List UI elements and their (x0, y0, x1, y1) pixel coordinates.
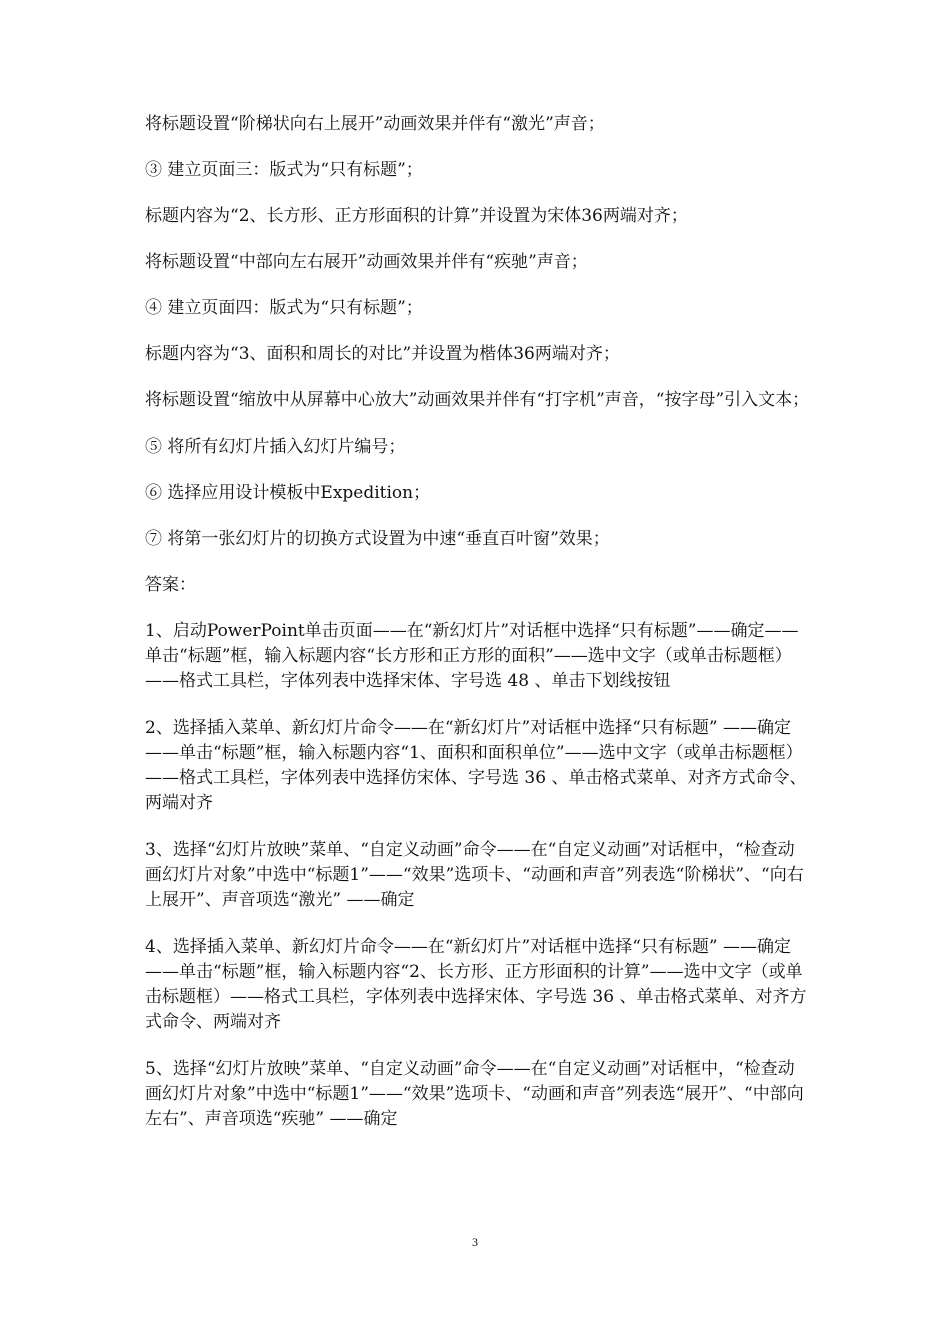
step-5: ⑤ 将所有幻灯片插入幻灯片编号； (145, 437, 406, 457)
step-6: ⑥ 选择应用设计模板中Expedition； (145, 483, 431, 503)
paragraph: 将标题设置“中部向左右展开”动画效果并伴有“疾驰”声音； (145, 252, 588, 272)
answer-heading: 答案： (145, 575, 196, 595)
page-number: 3 (472, 1235, 478, 1249)
paragraph: 将标题设置“阶梯状向右上展开”动画效果并伴有“激光”声音； (145, 114, 605, 134)
answer-5: 5、选择“幻灯片放映”菜单、“自定义动画”命令——在“自定义动画”对话框中，“检查动画幻灯片对象”中选中“标题1”——“效果”选项卡、“动画和声音”列表选“展开”、“中部向左右”、声音项选“疾驰” ——确定 (145, 1059, 804, 1129)
paragraph: 将标题设置“缩放中从屏幕中心放大”动画效果并伴有“打字机”声音，“按字母”引入文本； (145, 390, 810, 410)
answer-3: 3、选择“幻灯片放映”菜单、“自定义动画”命令——在“自定义动画”对话框中，“检查动画幻灯片对象”中选中“标题1”——“效果”选项卡、“动画和声音”列表选“阶梯状”、“向右上展开”、声音项选“激光” ——确定 (145, 840, 804, 910)
answer-1: 1、启动PowerPoint单击页面——在“新幻灯片”对话框中选择“只有标题”——确定——单击“标题”框，输入标题内容“长方形和正方形的面积”——选中文字（或单击标题框）——格式工具栏，字体列表中选择宋体、字号选 48 、单击下划线按钮 (145, 621, 799, 691)
answer-2: 2、选择插入菜单、新幻灯片命令——在“新幻灯片”对话框中选择“只有标题” ——确定——单击“标题”框，输入标题内容“1、面积和面积单位”——选中文字（或单击标题框）——格式工具栏，字体列表中选择仿宋体、字号选 36 、单击格式菜单、对齐方式命令、两端对齐 (145, 718, 807, 813)
document-body (145, 112, 810, 1154)
answer-4: 4、选择插入菜单、新幻灯片命令——在“新幻灯片”对话框中选择“只有标题” ——确定——单击“标题”框，输入标题内容“2、长方形、正方形面积的计算”——选中文字（或单击标题框）——格式工具栏，字体列表中选择宋体、字号选 36 、单击格式菜单、对齐方式命令、两端对齐 (145, 937, 807, 1032)
step-3-heading: ③ 建立页面三：版式为“只有标题”； (145, 160, 423, 180)
paragraph: 标题内容为“2、长方形、正方形面积的计算”并设置为宋体36两端对齐； (145, 206, 688, 226)
step-4-heading: ④ 建立页面四：版式为“只有标题”； (145, 298, 423, 318)
paragraph: 标题内容为“3、面积和周长的对比”并设置为楷体36两端对齐； (145, 344, 620, 364)
step-7: ⑦ 将第一张幻灯片的切换方式设置为中速“垂直百叶窗”效果； (145, 529, 610, 549)
